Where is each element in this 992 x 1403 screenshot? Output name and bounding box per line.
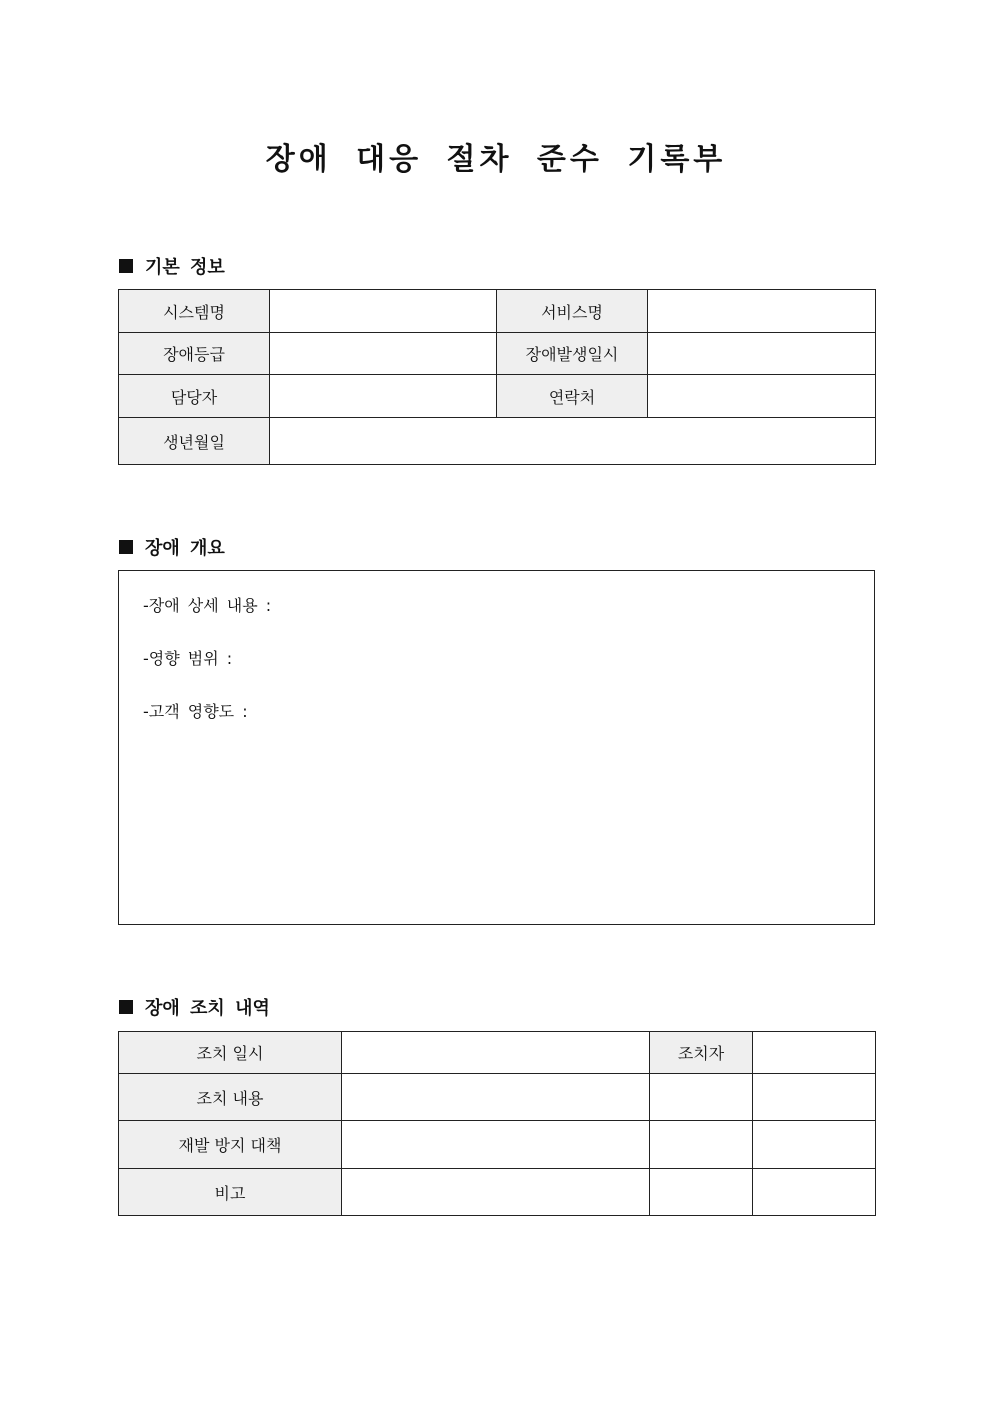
prevention-field[interactable] — [342, 1121, 650, 1169]
remarks-extra-cell-1[interactable] — [650, 1169, 753, 1216]
action-datetime-field[interactable] — [342, 1032, 650, 1074]
section-heading-basic — [119, 253, 225, 279]
table-row — [119, 375, 876, 418]
overview-scope-line: -영향 범위 : — [143, 649, 233, 668]
section-heading-overview-label: 장애 개요 — [145, 538, 225, 559]
failure-grade-field[interactable] — [270, 333, 497, 375]
table-row — [119, 333, 876, 375]
section-heading-basic-label: 기본 정보 — [145, 257, 225, 278]
contact-label: 연락처 — [497, 375, 648, 418]
action-content-field[interactable] — [342, 1074, 650, 1121]
action-person-label: 조치자 — [650, 1032, 753, 1074]
action-table — [118, 1031, 876, 1216]
table-row — [119, 1169, 876, 1216]
action-content-label: 조치 내용 — [119, 1074, 342, 1121]
overview-box[interactable] — [118, 570, 875, 925]
section-heading-overview — [119, 534, 225, 560]
contact-field[interactable] — [648, 375, 876, 418]
prevention-extra-cell-1[interactable] — [650, 1121, 753, 1169]
action-person-field[interactable] — [753, 1032, 876, 1074]
action-content-extra-cell-2[interactable] — [753, 1074, 876, 1121]
manager-label: 담당자 — [119, 375, 270, 418]
manager-field[interactable] — [270, 375, 497, 418]
failure-grade-label: 장애등급 — [119, 333, 270, 375]
table-row — [119, 418, 876, 465]
square-bullet-icon — [119, 1000, 133, 1014]
section-heading-actions — [119, 994, 270, 1020]
service-name-field[interactable] — [648, 290, 876, 333]
section-heading-actions-label: 장애 조치 내역 — [145, 998, 270, 1019]
square-bullet-icon — [119, 259, 133, 273]
remarks-extra-cell-2[interactable] — [753, 1169, 876, 1216]
square-bullet-icon — [119, 540, 133, 554]
basic-info-table — [118, 289, 876, 465]
document-title: 장애 대응 절차 준수 기록부 — [265, 142, 727, 177]
table-row — [119, 290, 876, 333]
table-row — [119, 1074, 876, 1121]
failure-datetime-label: 장애발생일시 — [497, 333, 648, 375]
failure-datetime-field[interactable] — [648, 333, 876, 375]
prevention-label: 재발 방지 대책 — [119, 1121, 342, 1169]
service-name-label: 서비스명 — [497, 290, 648, 333]
system-name-label: 시스템명 — [119, 290, 270, 333]
birthdate-field[interactable] — [270, 418, 876, 465]
table-row — [119, 1032, 876, 1074]
remarks-field[interactable] — [342, 1169, 650, 1216]
overview-detail-line: -장애 상세 내용 : — [143, 596, 272, 615]
table-row — [119, 1121, 876, 1169]
remarks-label: 비고 — [119, 1169, 342, 1216]
action-content-extra-cell-1[interactable] — [650, 1074, 753, 1121]
system-name-field[interactable] — [270, 290, 497, 333]
overview-customer-impact-line: -고객 영향도 : — [143, 702, 248, 721]
action-datetime-label: 조치 일시 — [119, 1032, 342, 1074]
prevention-extra-cell-2[interactable] — [753, 1121, 876, 1169]
birthdate-label: 생년월일 — [119, 418, 270, 465]
